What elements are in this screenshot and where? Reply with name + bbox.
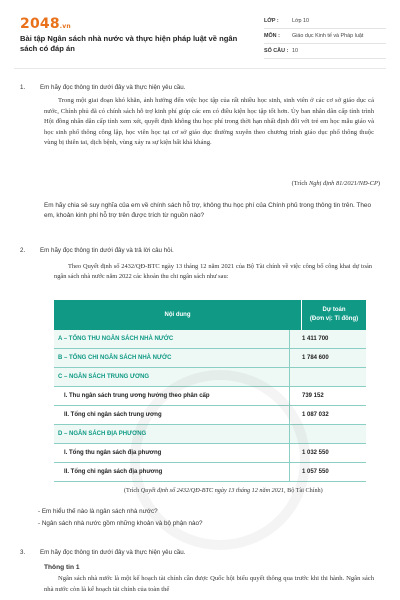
question-1-ask: Em hãy chia sẻ suy nghĩa của em về chính sách hỗ trợ, không thu học phí của Chính phủ trong thông tin trên. Theo em, khoản kinh phí hỗ trợ trên được trích từ nguồn nào? [44,202,372,220]
cite-suffix: , Bộ Tài Chính) [283,487,323,494]
header-estimate-line2: (Đơn vị: Tỉ đồng) [309,316,359,322]
row-value: 1 057 550 [302,469,329,475]
table-header [54,300,366,330]
row-label: D – NGÂN SÁCH ĐỊA PHƯƠNG [54,425,290,443]
question-number: 3. [20,549,26,556]
meta-key: LỚP : [264,18,279,24]
question-number: 1. [20,84,26,91]
list-item: - Em hiểu thế nào là ngân sách nhà nước? [38,508,158,515]
table-row [54,425,366,444]
meta-value: Giáo dục Kinh tế và Pháp luật [292,33,364,39]
question-3-prompt [20,549,380,559]
document-title: Bài tập Ngân sách nhà nước và thực hiện pháp luật về ngân sách có đáp án [20,34,238,53]
table-row [54,463,366,482]
cite-doc: Nghị định 81/2021/NĐ-CP [308,180,378,187]
row-value: 1 784 600 [302,355,329,361]
question-number: 2. [20,247,26,254]
row-label: A – TỔNG THU NGÂN SÁCH NHÀ NƯỚC [54,330,290,348]
cite-prefix: (Trích [124,487,141,494]
row-value [290,368,366,386]
question-1-prompt [20,84,380,94]
table-row [54,368,366,387]
meta-row-class [264,14,386,29]
header-content: Nội dung [54,300,302,330]
site-logo[interactable] [20,16,71,32]
cite-doc: Quyết định số 2432/QĐ-BTC ngày 13 tháng 12 năm 2021 [140,487,284,494]
logo-suffix: .vn [59,23,71,30]
question-text: Em hãy đọc thông tin dưới đây và thực hiện yêu cầu. [40,549,186,556]
header-divider [14,68,386,69]
question-2-citation [124,487,323,494]
question-2-bullets [38,506,203,530]
table-row [54,330,366,349]
table-row [54,387,366,406]
question-1-citation [292,180,380,187]
row-label: B – TỔNG CHI NGÂN SÁCH NHÀ NƯỚC [54,349,290,367]
row-label: I. Thu ngân sách trung ương hưởng theo phân cấp [54,387,290,405]
budget-table [54,300,366,482]
row-value: 1 411 700 [302,336,329,342]
meta-row-count [264,44,386,59]
meta-row-subject [264,29,386,44]
table-row [54,406,366,425]
row-value: 739 152 [302,393,324,399]
page-header [14,10,386,60]
question-text: Em hãy đọc thông tin dưới đây và trả lời câu hỏi. [40,247,174,254]
intro-text: Theo Quyết định số 2432/QĐ-BTC ngày 13 tháng 12 năm 2021 của Bộ Tài chính về việc công bố công khai dự toán ngân sách nhà nước năm 2022 các khoản thu chi ngân sách như sau: [54,263,372,280]
row-label: II. Tổng chi ngân sách trung ương [54,406,290,424]
row-value: 1 087 032 [302,412,329,418]
row-value: 1 032 550 [302,450,329,456]
cite-suffix: ) [377,180,380,187]
meta-key: MÔN : [264,33,280,39]
passage-text: Trong một giai đoạn khó khăn, ảnh hưởng đến việc học tập của rất nhiều học sinh, sinh viên ở các cơ sở giáo dục cả nước, Chính phủ đã có chính sách hỗ trợ kinh phí giúp các em có điều kiện học tập tốt hơn. Ủy ban nhân dân cấp tỉnh trình Hội đồng nhân dân cấp tỉnh xem xét, quyết định không thu học phí trong thời hạn nhất định đối với trẻ em học mẫu giáo và học sinh phổ thông công lập, học viên học tại cơ sở giáo dục thường xuyên theo chương trình giáo dục phổ thông thuộc vùng bị thiên tai, dịch bệnh, vùng xảy ra sự kiện bất khả kháng. [44,97,374,147]
header-estimate-line1: Dự toán [322,307,346,313]
question-1-passage [44,96,374,149]
passage-text: Ngân sách nhà nước là một kế hoạch tài chính cần được Quốc hội biểu quyết thông qua trước khi thi hành. Ngân sách nhà nước còn là kế hoạch tài chính của toàn thể [44,575,374,593]
question-text: Em hãy đọc thông tin dưới đây và thực hiện yêu cầu. [40,84,186,91]
row-label: I. Tổng thu ngân sách địa phương [54,444,290,462]
question-2-prompt [20,247,380,257]
header-estimate [302,300,366,330]
table-row [54,349,366,368]
question-3-passage [44,574,374,595]
question-2-intro [54,262,372,282]
row-label: II. Tổng chi ngân sách địa phương [54,463,290,481]
row-value [290,425,366,443]
list-item: - Ngân sách nhà nước gồm những khoản và bộ phận nào? [38,520,203,527]
row-label: C – NGÂN SÁCH TRUNG ƯƠNG [54,368,290,386]
document-meta [264,14,386,59]
meta-value: 10 [292,48,298,54]
info-subtitle: Thông tin 1 [44,564,80,571]
meta-value: Lớp 10 [292,18,310,24]
cite-prefix: (Trích [291,180,309,187]
meta-key: SỐ CÂU : [264,48,289,54]
logo-text: 2048 [20,16,60,32]
table-row [54,444,366,463]
